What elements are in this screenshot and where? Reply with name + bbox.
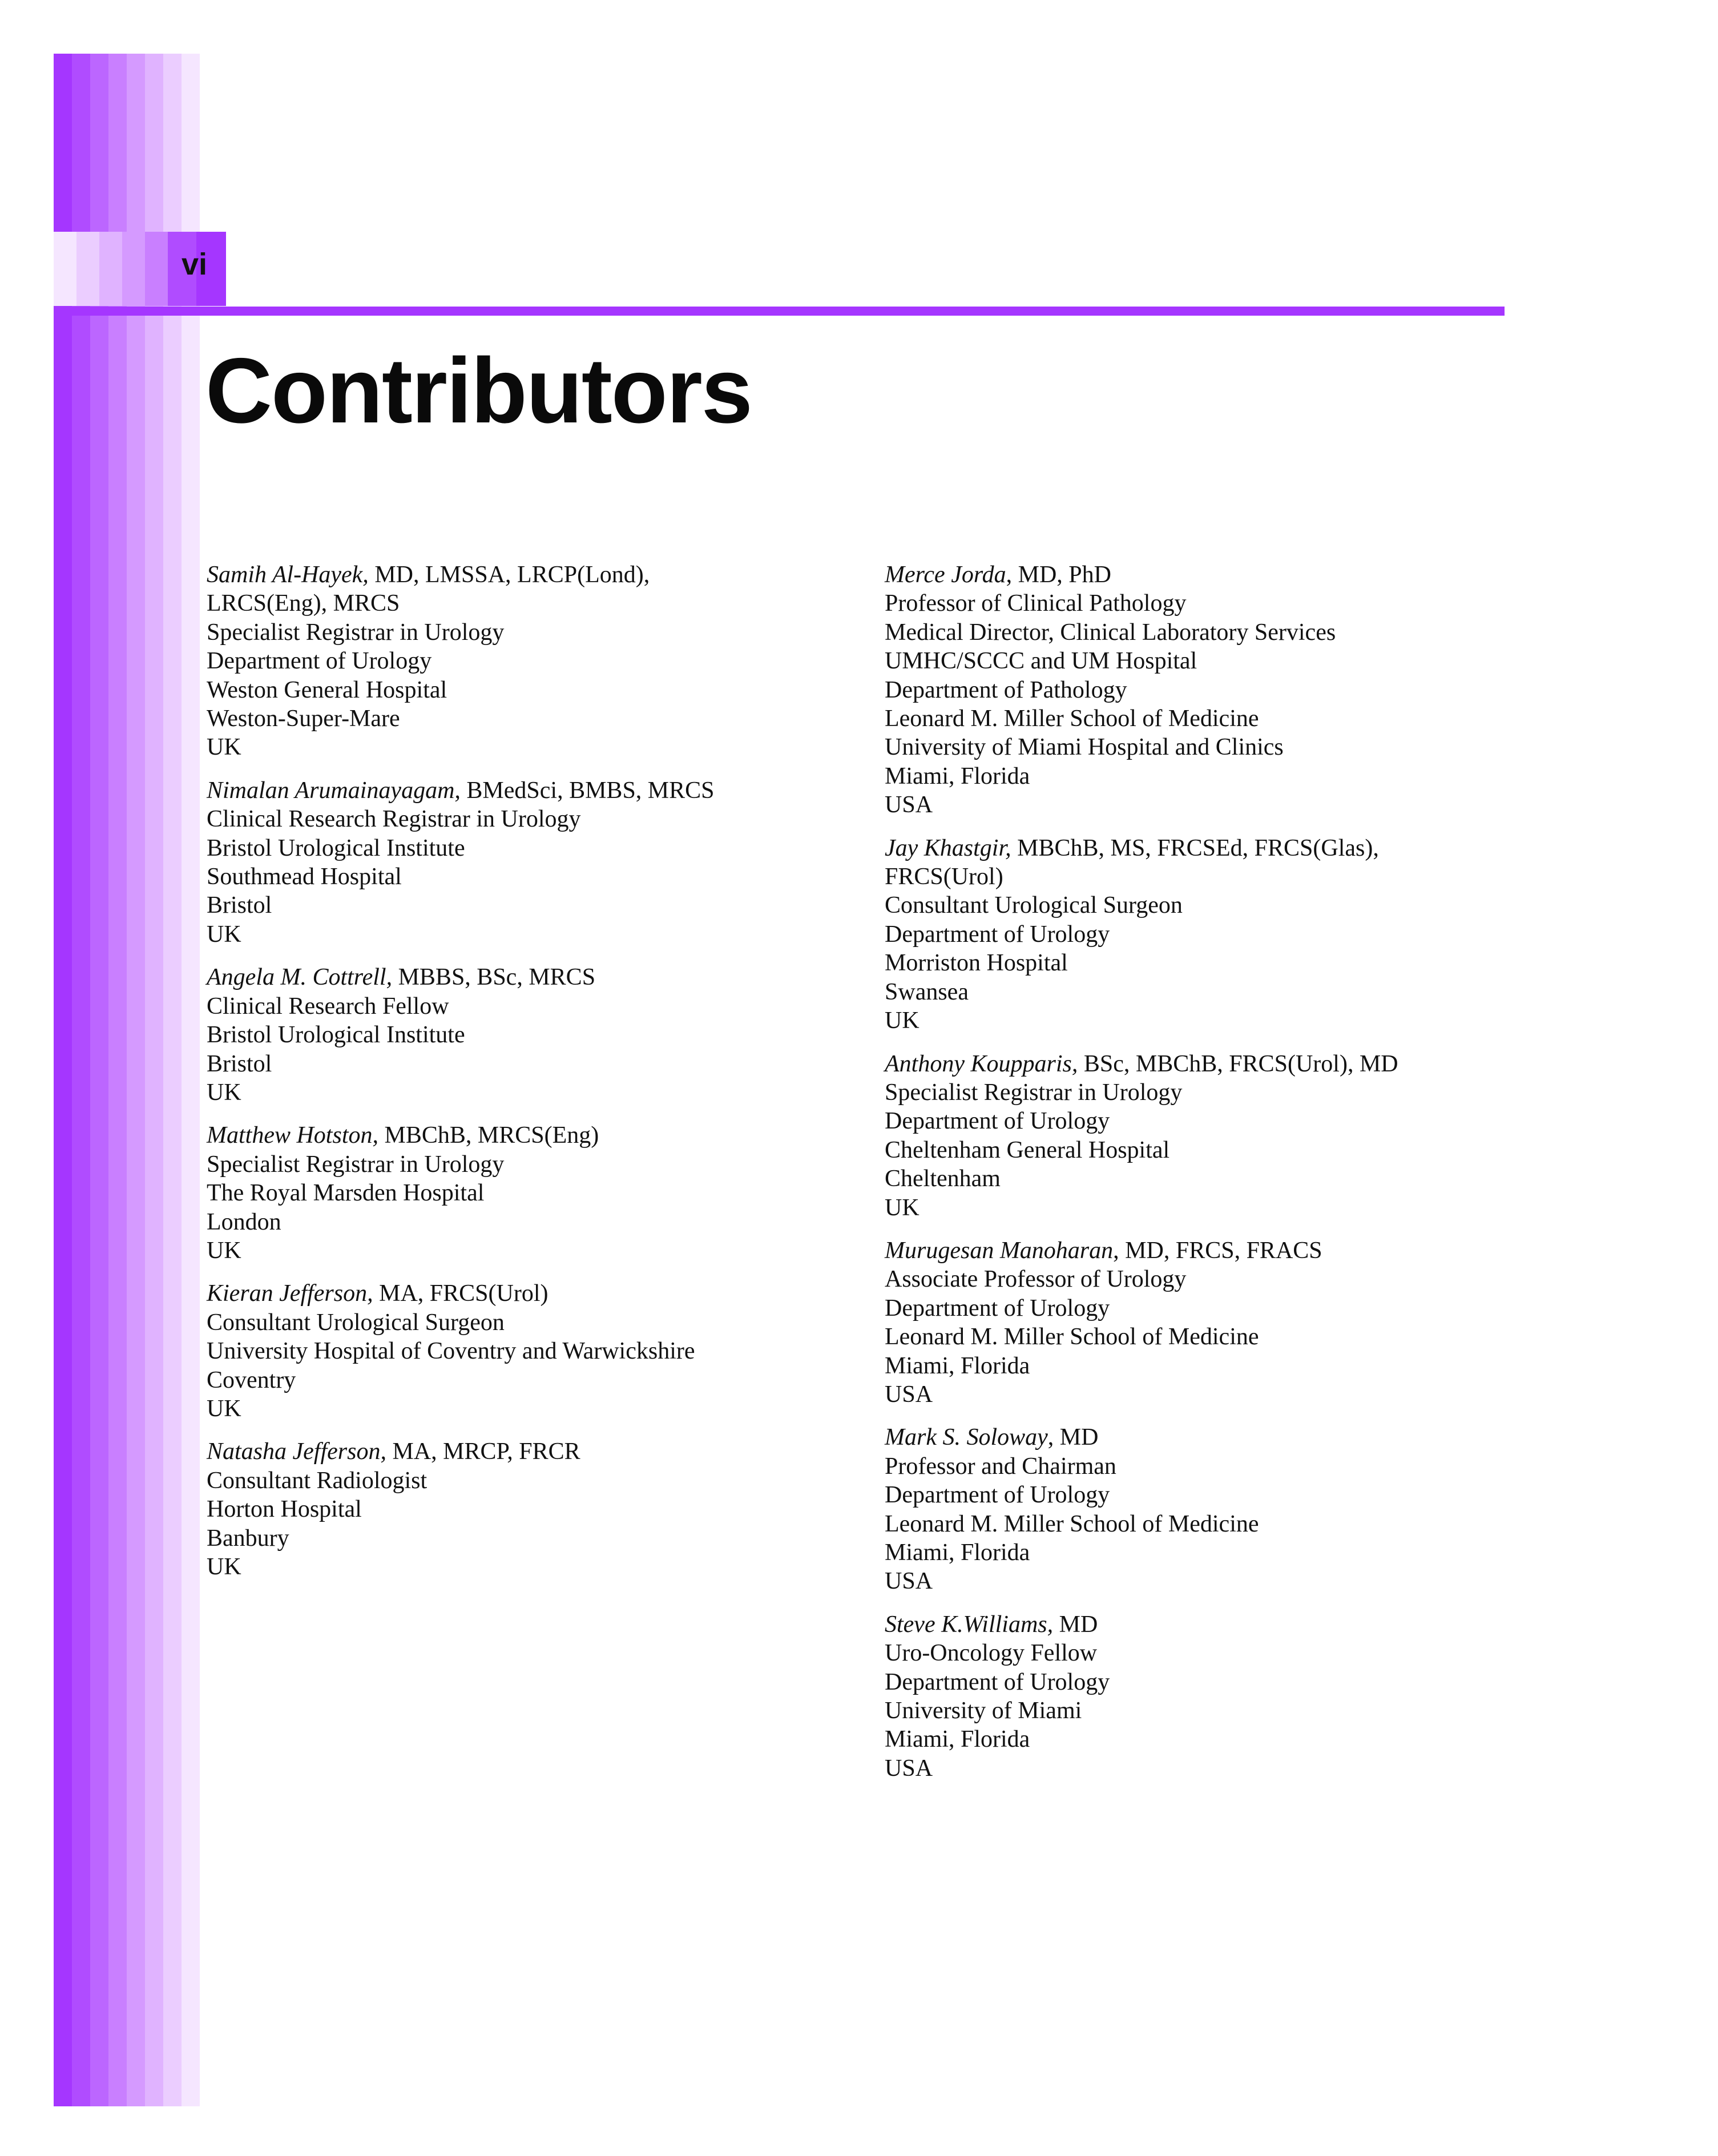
page-title: Contributors — [205, 339, 752, 442]
affiliation-line: Consultant Urological Surgeon — [885, 892, 1183, 919]
affiliation-line: Miami, Florida — [885, 1726, 1030, 1753]
affiliation-line: USA — [885, 792, 933, 819]
affiliation-line: Medical Director, Clinical Laboratory Services — [885, 619, 1336, 646]
affiliation-line: Coventry — [207, 1367, 296, 1393]
contributor-entry — [885, 1610, 1490, 1783]
affiliation-line: Specialist Registrar in Urology — [207, 1151, 505, 1178]
affiliation-line: LRCS(Eng), MRCS — [207, 590, 400, 617]
contributor-credentials: BMedSci, BMBS, MRCS — [460, 777, 715, 804]
contributor-entry — [885, 1050, 1490, 1222]
contributor-credentials: MA, FRCS(Urol) — [373, 1280, 549, 1307]
contributor-credentials: MA, MRCP, FRCR — [386, 1438, 580, 1465]
page-number: vi — [182, 247, 208, 281]
affiliation-line: Leonard M. Miller School of Medicine — [885, 706, 1259, 732]
contributor-heading-line — [207, 1437, 863, 1466]
affiliation-line: Department of Urology — [885, 921, 1110, 948]
affiliation-line: Cheltenham General Hospital — [885, 1137, 1170, 1163]
affiliation-line: Morriston Hospital — [885, 950, 1068, 977]
affiliation-line: Weston General Hospital — [207, 676, 447, 703]
contributor-credentials: MBBS, BSc, MRCS — [392, 964, 596, 991]
decorative-side-band — [54, 54, 200, 2106]
contributor-heading-line — [207, 1279, 863, 1308]
affiliation-line: The Royal Marsden Hospital — [207, 1180, 485, 1207]
affiliation-line: Bristol Urological Institute — [207, 835, 465, 861]
contributor-entry — [207, 1121, 863, 1265]
affiliation-line: UK — [207, 1395, 241, 1422]
affiliation-line: USA — [885, 1568, 933, 1595]
affiliation-line: Department of Urology — [885, 1295, 1110, 1321]
contributor-credentials: , MD, FRCS, FRACS — [1113, 1237, 1322, 1264]
affiliation-line: Swansea — [885, 978, 969, 1005]
affiliation-line: UMHC/SCCC and UM Hospital — [885, 648, 1197, 675]
contributor-heading-line — [885, 1050, 1490, 1078]
affiliation-line: Banbury — [207, 1525, 289, 1551]
affiliation-line: USA — [885, 1381, 933, 1408]
affiliation-line: Bristol — [207, 892, 272, 919]
affiliation-line: Department of Urology — [207, 648, 432, 675]
affiliation-line: Professor and Chairman — [885, 1453, 1116, 1480]
affiliation-line: Department of Pathology — [885, 676, 1127, 703]
contributor-heading-line — [207, 1121, 863, 1150]
contributor-credentials: , MD, PhD — [1006, 562, 1111, 588]
contributor-entry — [885, 1236, 1490, 1409]
contributor-credentials: BSc, MBChB, FRCS(Urol), MD — [1078, 1050, 1398, 1077]
contributor-credentials: MBChB, MRCS(Eng) — [378, 1122, 599, 1149]
affiliation-line: UK — [207, 1554, 241, 1580]
affiliation-line: Leonard M. Miller School of Medicine — [885, 1510, 1259, 1537]
affiliation-line: UK — [207, 734, 241, 761]
affiliation-line: Bristol — [207, 1050, 272, 1077]
affiliation-line: Cheltenham — [885, 1166, 1001, 1192]
affiliation-line: Department of Urology — [885, 1108, 1110, 1135]
contributor-name: Natasha Jefferson, — [207, 1438, 386, 1465]
affiliation-line: Leonard M. Miller School of Medicine — [885, 1324, 1259, 1351]
contributor-name: Nimalan Arumainayagam, — [207, 777, 461, 804]
affiliation-line: Southmead Hospital — [207, 864, 402, 890]
affiliation-line: Clinical Research Registrar in Urology — [207, 806, 581, 833]
contributor-name: Matthew Hotston, — [207, 1122, 378, 1149]
contributor-name: Samih Al-Hayek, — [207, 562, 369, 588]
header-rule — [54, 307, 1505, 316]
contributors-column-right — [885, 561, 1490, 1797]
contributor-entry — [885, 1423, 1490, 1595]
contributor-heading-line — [885, 561, 1490, 589]
affiliation-line: USA — [885, 1755, 933, 1782]
contributor-name: Angela M. Cottrell, — [207, 964, 393, 991]
contributor-name: Murugesan Manoharan — [885, 1237, 1114, 1264]
contributor-name: Mark S. Soloway — [885, 1424, 1048, 1451]
contributor-entry — [207, 963, 863, 1107]
contributor-credentials: MD — [1053, 1611, 1098, 1638]
affiliation-line: UK — [207, 921, 241, 948]
contributor-credentials: , MD — [1047, 1424, 1099, 1451]
contributor-name: Steve K.Williams, — [885, 1611, 1054, 1638]
contributor-name: Merce Jorda — [885, 562, 1006, 588]
contributor-heading-line — [207, 561, 863, 589]
affiliation-line: Professor of Clinical Pathology — [885, 590, 1187, 617]
contributor-entry — [885, 834, 1490, 1035]
affiliation-line: Clinical Research Fellow — [207, 993, 449, 1019]
contributor-heading-line — [885, 834, 1490, 863]
affiliation-line: Department of Urology — [885, 1669, 1110, 1695]
contributor-heading-line — [885, 1236, 1490, 1265]
contributor-entry — [885, 561, 1490, 820]
affiliation-line: Miami, Florida — [885, 1352, 1030, 1379]
contributor-name: Anthony Koupparis, — [885, 1050, 1078, 1077]
affiliation-line: Specialist Registrar in Urology — [207, 619, 505, 646]
affiliation-line: UK — [885, 1194, 920, 1221]
affiliation-line: Horton Hospital — [207, 1496, 362, 1523]
affiliation-line: Miami, Florida — [885, 1540, 1030, 1566]
affiliation-line: Specialist Registrar in Urology — [885, 1079, 1183, 1106]
contributor-heading-line — [207, 963, 863, 992]
contributor-credentials: MBChB, MS, FRCSEd, FRCS(Glas), — [1011, 835, 1379, 861]
affiliation-line: Uro-Oncology Fellow — [885, 1640, 1098, 1667]
contributors-column-left — [207, 561, 863, 1595]
affiliation-line: Miami, Florida — [885, 763, 1030, 789]
affiliation-line: FRCS(Urol) — [885, 864, 1003, 890]
contributor-entry — [207, 776, 863, 949]
contributor-heading-line — [885, 1610, 1490, 1639]
affiliation-line: Consultant Urological Surgeon — [207, 1309, 505, 1336]
affiliation-line: Associate Professor of Urology — [885, 1266, 1187, 1293]
contributor-entry — [207, 1279, 863, 1423]
affiliation-line: Weston-Super-Mare — [207, 706, 400, 732]
contributor-credentials: MD, LMSSA, LRCP(Lond), — [368, 562, 650, 588]
contributor-heading-line — [207, 776, 863, 805]
contributor-name: Jay Khastgir, — [885, 835, 1011, 861]
affiliation-line: University of Miami — [885, 1698, 1082, 1724]
contributor-heading-line — [885, 1423, 1490, 1452]
affiliation-line: London — [207, 1208, 281, 1235]
affiliation-line: University Hospital of Coventry and Warwickshire — [207, 1338, 695, 1365]
affiliation-line: UK — [207, 1079, 241, 1106]
affiliation-line: Consultant Radiologist — [207, 1467, 428, 1494]
contributor-name: Kieran Jefferson, — [207, 1280, 373, 1307]
contributor-entry — [207, 561, 863, 762]
affiliation-line: UK — [885, 1008, 920, 1034]
affiliation-line: Department of Urology — [885, 1482, 1110, 1509]
affiliation-line: Bristol Urological Institute — [207, 1022, 465, 1049]
contributor-entry — [207, 1437, 863, 1581]
affiliation-line: UK — [207, 1237, 241, 1264]
affiliation-line: University of Miami Hospital and Clinics — [885, 734, 1284, 761]
